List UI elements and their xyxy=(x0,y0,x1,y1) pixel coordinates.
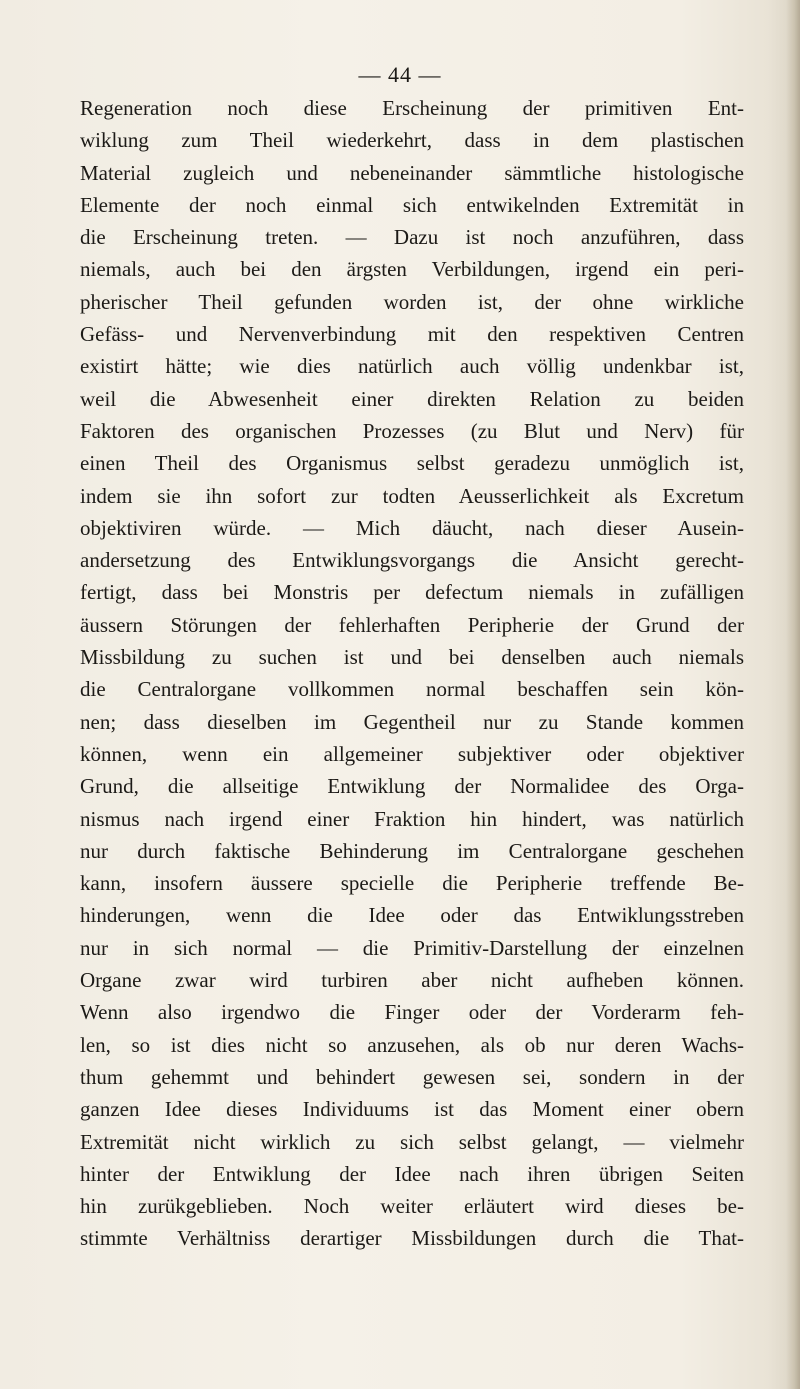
text-line: stimmte Verhältniss derartiger Missbildungen durch die That- xyxy=(80,1226,744,1251)
text-line: ganzen Idee dieses Individuums ist das Moment einer obern xyxy=(80,1097,744,1122)
text-line: Organe zwar wird turbiren aber nicht aufheben können. xyxy=(80,968,744,993)
text-line: Extremität nicht wirklich zu sich selbst gelangt, — vielmehr xyxy=(80,1129,744,1154)
text-line: existirt hätte; wie dies natürlich auch völlig undenkbar ist, xyxy=(80,354,744,379)
text-line: fertigt, dass bei Monstris per defectum niemals in zufälligen xyxy=(80,580,744,605)
text-line: Grund, die allseitige Entwiklung der Normalidee des Orga- xyxy=(80,774,744,799)
text-line: nur durch faktische Behinderung im Centralorgane geschehen xyxy=(80,838,744,863)
text-line: andersetzung des Entwiklungsvorgangs die Ansicht gerecht- xyxy=(80,548,744,573)
text-line: nur in sich normal — die Primitiv-Darstellung der einzelnen xyxy=(80,935,744,960)
text-line: nismus nach irgend einer Fraktion hin hindert, was natürlich xyxy=(80,806,744,831)
text-line: pherischer Theil gefunden worden ist, der ohne wirkliche xyxy=(80,289,744,314)
text-line: einen Theil des Organismus selbst geradezu unmöglich ist, xyxy=(80,451,744,476)
page-edge-shadow xyxy=(786,0,800,1389)
text-line: len, so ist dies nicht so anzusehen, als ob nur deren Wachs- xyxy=(80,1032,744,1057)
text-line: äussern Störungen der fehlerhaften Peripherie der Grund der xyxy=(80,612,744,637)
text-line: Faktoren des organischen Prozesses (zu Blut und Nerv) für xyxy=(80,418,744,443)
text-line: hinter der Entwiklung der Idee nach ihren übrigen Seiten xyxy=(80,1161,744,1186)
text-line: weil die Abwesenheit einer direkten Relation zu beiden xyxy=(80,386,744,411)
text-line: hinderungen, wenn die Idee oder das Entwiklungsstreben xyxy=(80,903,744,928)
text-line: Wenn also irgendwo die Finger oder der Vorderarm feh- xyxy=(80,1000,744,1025)
text-line: objektiviren würde. — Mich däucht, nach dieser Ausein- xyxy=(80,515,744,540)
text-line: Regeneration noch diese Erscheinung der primitiven Ent- xyxy=(80,96,744,120)
text-line: Gefäss- und Nervenverbindung mit den respektiven Centren xyxy=(80,322,744,347)
text-line: Material zugleich und nebeneinander sämmtliche histologische xyxy=(80,160,744,185)
text-line: kann, insofern äussere specielle die Peripherie treffende Be- xyxy=(80,871,744,896)
text-line: wiklung zum Theil wiederkehrt, dass in dem plastischen xyxy=(80,128,744,153)
text-line: können, wenn ein allgemeiner subjektiver oder objektiver xyxy=(80,741,744,766)
body-text xyxy=(80,92,744,1255)
text-line: niemals, auch bei den ärgsten Verbildungen, irgend ein peri- xyxy=(80,257,744,282)
text-line: die Erscheinung treten. — Dazu ist noch anzuführen, dass xyxy=(80,225,744,250)
text-line: hin zurükgeblieben. Noch weiter erläutert wird dieses be- xyxy=(80,1194,744,1219)
text-line: nen; dass dieselben im Gegentheil nur zu Stande kommen xyxy=(80,709,744,734)
text-line: Missbildung zu suchen ist und bei denselben auch niemals xyxy=(80,645,744,670)
page-number: — 44 — xyxy=(358,62,442,87)
text-line: Elemente der noch einmal sich entwikelnden Extremität in xyxy=(80,192,744,217)
text-line: thum gehemmt und behindert gewesen sei, sondern in der xyxy=(80,1064,744,1089)
text-line: indem sie ihn sofort zur todten Aeusserlichkeit als Excretum xyxy=(80,483,744,508)
text-line: die Centralorgane vollkommen normal beschaffen sein kön- xyxy=(80,677,744,702)
